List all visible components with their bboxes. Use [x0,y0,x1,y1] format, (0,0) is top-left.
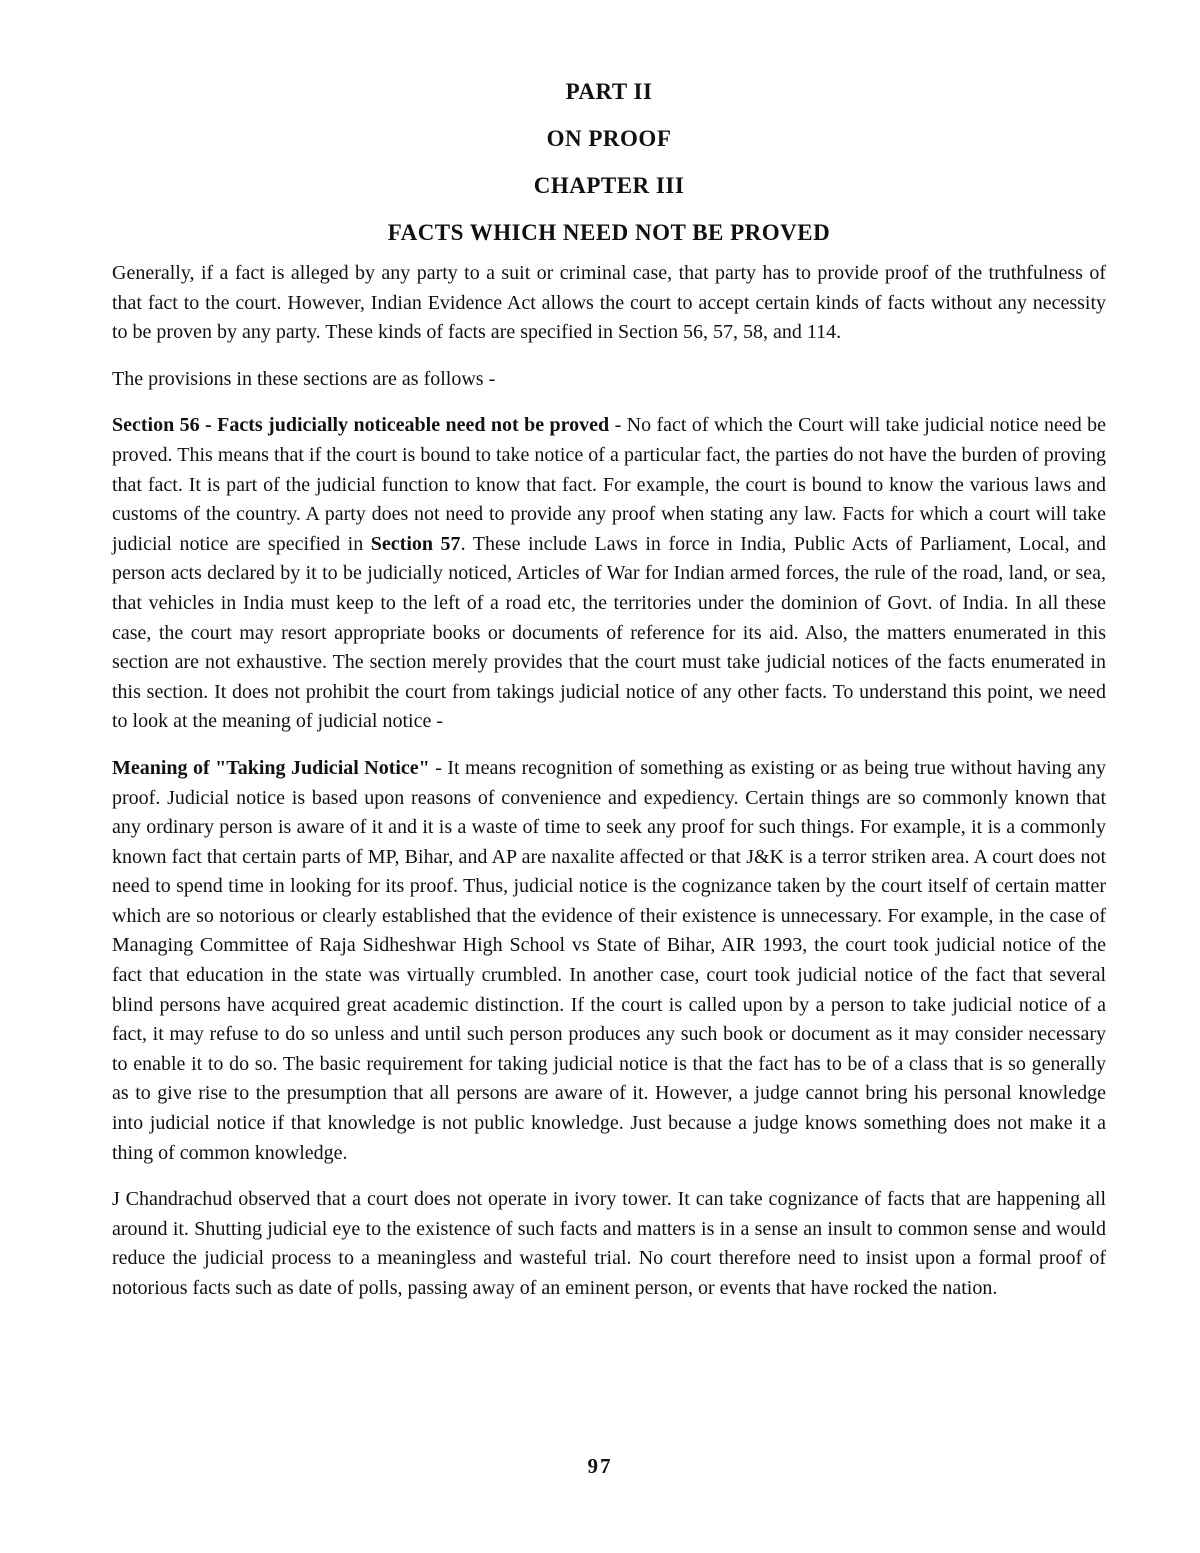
section-heading: ON PROOF [546,126,672,151]
judicial-notice-lead: Meaning of "Taking Judicial Notice" [112,756,430,779]
section-56-lead: Section 56 - Facts judicially noticeable need not be proved [112,414,610,437]
chandrachud-paragraph: J Chandrachud observed that a court does not operate in ivory tower. It can take cognizance of facts that are happening all around it. Shutting judicial eye to the existence of such facts and matters is in a sense an insult to common sense and would reduce the judicial process to a meaningless and wasteful trial. No court therefore need to insist upon a formal proof of notorious facts such as date of polls, passing away of an eminent person, or events that have rocked the nation. [112,1188,1106,1299]
intro-paragraph: Generally, if a fact is alleged by any party to a suit or criminal case, that party has to provide proof of the truthfulness of that fact to the court. However, Indian Evidence Act allows the court to accept certain kinds of facts without any necessity to be proven by any party. These kinds of facts are specified in Section 56, 57, 58, and 114. [112,262,1106,344]
judicial-notice-paragraph [112,754,1106,1168]
chapter-heading: CHAPTER III [533,173,685,198]
section-56-paragraph [112,411,1106,737]
page-number: 97 [587,1454,613,1478]
section-56-text-a: - No fact of which the Court will take judicial notice need be proved. This means that if the court is bound to take notice of a particular fact, the parties do not have the burden of proving that fact. It is part of the judicial function to know that fact. For example, the court is bound to know the various laws and customs of the country. A party does not need to provide any proof when stating any law. Facts for which a court will take judicial notice are specified in [112,414,1106,555]
chapter-title: FACTS WHICH NEED NOT BE PROVED [387,220,831,245]
judicial-notice-text: - It means recognition of something as existing or as being true without having any proof. Judicial notice is based upon reasons of convenience and expediency. Certain things are so commonly known that any ordinary person is aware of it and it is a waste of time to seek any proof for such things. For example, it is a commonly known fact that certain parts of MP, Bihar, and AP are naxalite affected or that J&K is a terror striken area. A court does not need to spend time in looking for its proof. Thus, judicial notice is the cognizance taken by the court itself of certain matter which are so notorious or clearly established that the evidence of their existence is unnecessary. For example, in the case of Managing Committee of Raja Sidheshwar High School vs State of Bihar, AIR 1993, the court took judicial notice of the fact that education in the state was virtually crumbled. In another case, court took judicial notice of the fact that several blind persons have acquired great academic distinction. If the court is called upon by a person to take judicial notice of a fact, it may refuse to do so unless and until such person produces any such book or document as it may consider necessary to enable it to do so. The basic requirement for taking judicial notice is that the fact has to be of a class that is so generally as to give rise to the presumption that all persons are aware of it. However, a judge cannot bring his personal knowledge into judicial notice if that knowledge is not public knowledge. Just because a judge knows something does not make it a thing of common knowledge. [112,756,1106,1164]
section-56-text-b: . These include Laws in force in India, Public Acts of Parliament, Local, and person acts declared by it to be judicially noticed, Articles of War for Indian armed forces, the rule of the road, land, or sea, that vehicles in India must keep to the left of a road etc, the territories under the dominion of Govt. of India. In all these case, the court may resort appropriate books or documents of reference for its aid. Also, the matters enumerated in this section are not exhaustive. The section merely provides that the court must take judicial notices of the facts enumerated in this section. It does not prohibit the court from takings judicial notice of any other facts. To understand this point, we need to look at the meaning of judicial notice - [112,532,1106,733]
provisions-intro-paragraph: The provisions in these sections are as follows - [112,367,496,390]
document-page [112,78,1106,1321]
section-57-reference: Section 57 [370,532,461,555]
part-heading: PART II [565,79,653,104]
